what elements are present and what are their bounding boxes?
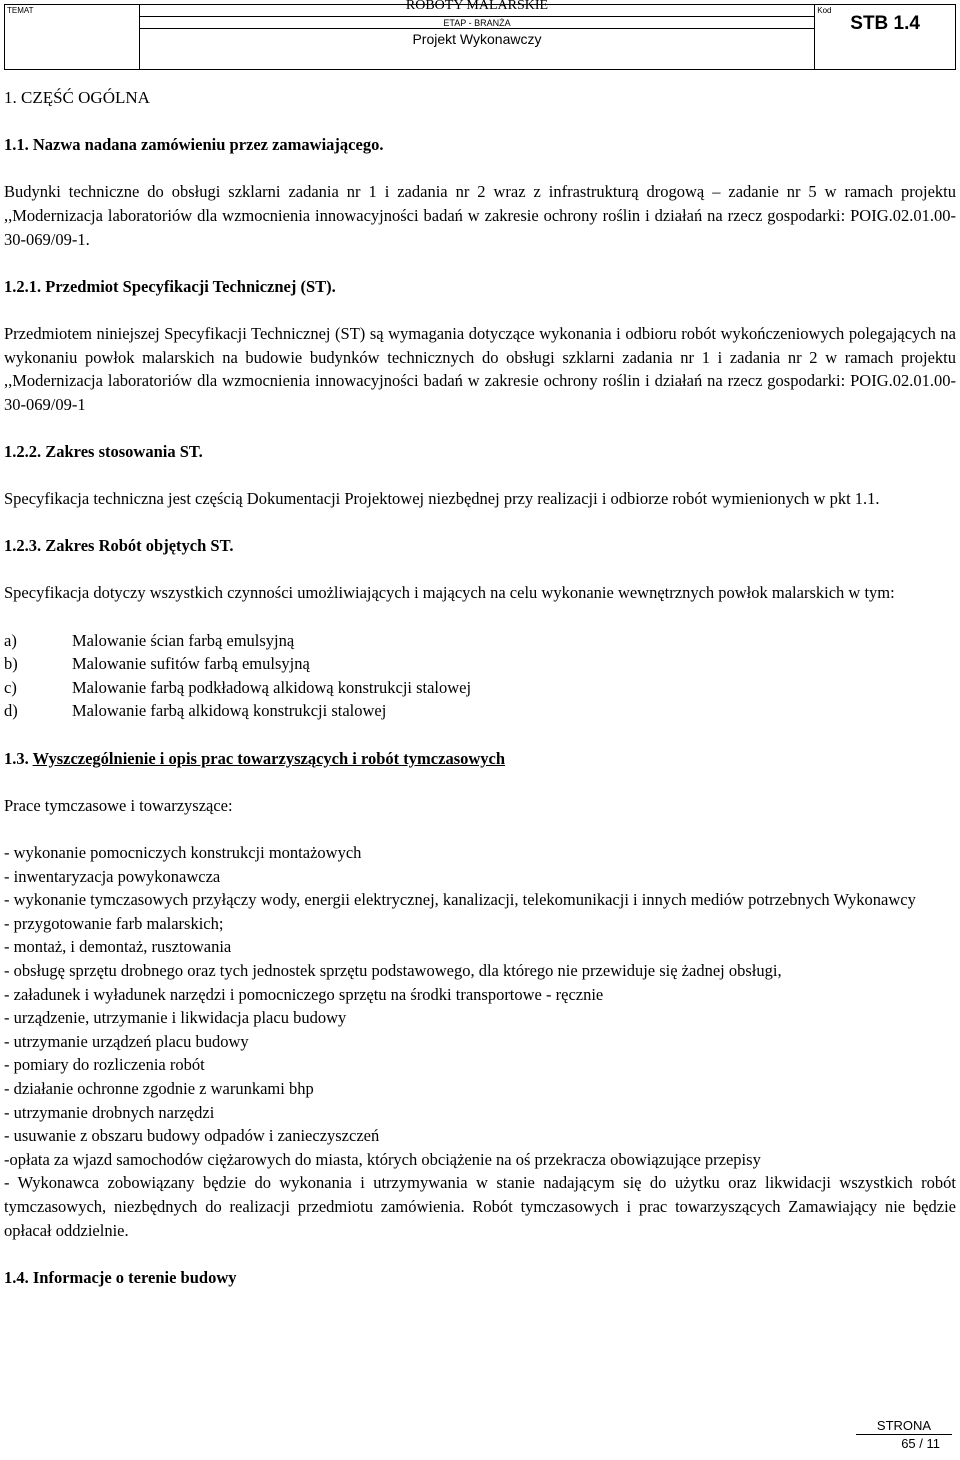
list-item-text: Malowanie farbą podkładową alkidową konstrukcji stalowej xyxy=(72,677,472,697)
list-item xyxy=(4,699,956,723)
dash-item: - wykonanie pomocniczych konstrukcji montażowych xyxy=(4,843,362,862)
section-heading-1-4: 1.4. Informacje o terenie budowy xyxy=(4,1267,237,1287)
kod-label: Kod xyxy=(817,6,832,15)
paragraph-1-1: Budynki techniczne do obsługi szklarni zadania nr 1 i zadania nr 2 wraz z infrastrukturą drogową – zadanie nr 5 w ramach projektu ,,Modernizacja laboratoriów dla wzmocnienia innowacyjności badań w zakresie ochrony roślin i działań na rzecz gospodarki: POIG.02.01.00-30-069/09-1. xyxy=(4,182,956,249)
list-item-text: Malowanie farbą alkidową konstrukcji stalowej xyxy=(72,701,387,721)
dash-item: - przygotowanie farb malarskich; xyxy=(4,913,224,933)
document-body xyxy=(4,86,956,1289)
dash-item: - załadunek i wyładunek narzędzi i pomocniczego sprzętu na środki transportowe - ręcznie xyxy=(4,984,604,1004)
temat-cell xyxy=(5,5,140,70)
dash-item: - wykonanie tymczasowych przyłączy wody, energii elektrycznej, kanalizacji, telekomunikacji i innych mediów potrzebnych Wykonawcy xyxy=(4,890,916,910)
dash-item: - utrzymanie drobnych narzędzi xyxy=(4,1102,215,1122)
list-item-label: d) xyxy=(4,701,18,721)
list-item xyxy=(4,629,956,653)
dash-item: - usuwanie z obszaru budowy odpadów i zanieczyszczeń xyxy=(4,1126,380,1146)
document-header xyxy=(4,0,956,70)
list-item-text: Malowanie sufitów farbą emulsyjną xyxy=(72,654,310,674)
dash-item: -opłata za wjazd samochodów ciężarowych do miasta, których obciążenie na oś przekracza obowiązujące przepisy xyxy=(4,1149,761,1169)
projekt-label: Projekt Wykonawczy xyxy=(140,28,815,47)
etap-label: ETAP - BRANŻA xyxy=(140,16,815,28)
list-item-label: b) xyxy=(4,654,18,674)
dash-item: - Wykonawca zobowiązany będzie do wykonania i utrzymywania w stanie nadającym się do użytku oraz likwidacji wszystkich robót tymczasowych, niezbędnych do realizacji przedmiotu zamówienia. Robót tymczasowych i prac towarzyszących Zamawiający nie będzie opłacał oddzielnie. xyxy=(4,1173,956,1240)
page-number: 65 / 11 xyxy=(901,1436,940,1451)
dash-item: - działanie ochronne zgodnie z warunkami bhp xyxy=(4,1078,314,1098)
page-footer xyxy=(856,1418,952,1456)
dash-item: - utrzymanie urządzeń placu budowy xyxy=(4,1031,249,1051)
scope-list xyxy=(4,629,956,723)
paragraph-1-2-2: Specyfikacja techniczna jest częścią Dokumentacji Projektowej niezbędnej przy realizacji i odbiorze robót wymienionych w pkt 1.1. xyxy=(4,489,880,509)
kod-cell xyxy=(815,5,956,70)
list-item-label: c) xyxy=(4,677,17,697)
paragraph-1-2-3: Specyfikacja dotyczy wszystkich czynności umożliwiających i mających na celu wykonanie wewnętrznych powłok malarskich w tym: xyxy=(4,583,895,603)
kod-value: STB 1.4 xyxy=(850,13,920,34)
list-item xyxy=(4,652,956,676)
paragraph-1-2-1: Przedmiotem niniejszej Specyfikacji Technicznej (ST) są wymagania dotyczące wykonania i odbioru robót wykończeniowych polegających na wykonaniu powłok malarskich na budowie budynków technicznych do obsługi szklarni zadania nr 1 i zadania nr 2 w ramach projektu ,,Modernizacja laboratoriów dla wzmocnienia innowacyjności badań w zakresie ochrony roślin i działań na rzecz gospodarki: POIG.02.01.00-30-069/09-1 xyxy=(4,323,956,414)
section-heading-1-2-2: 1.2.2. Zakres stosowania ST. xyxy=(4,441,203,461)
temat-label: TEMAT xyxy=(7,6,34,15)
strona-label: STRONA xyxy=(856,1418,952,1435)
dash-item: - inwentaryzacja powykonawcza xyxy=(4,866,221,886)
dash-item: - obsługę sprzętu drobnego oraz tych jednostek sprzętu podstawowego, dla którego nie przewiduje się żadnej obsługi, xyxy=(4,960,782,980)
list-item-text: Malowanie ścian farbą emulsyjną xyxy=(72,630,295,650)
dash-item: - pomiary do rozliczenia robót xyxy=(4,1055,205,1075)
dash-item: - montaż, i demontaż, rusztowania xyxy=(4,937,232,957)
section-heading-1-3 xyxy=(4,747,956,771)
section-1-3-number: 1.3. xyxy=(4,748,29,768)
section-heading-1-2-1: 1.2.1. Przedmiot Specyfikacji Technicznej (ST). xyxy=(4,276,336,296)
title-cell xyxy=(139,0,815,70)
dash-item: - urządzenie, utrzymanie i likwidacja placu budowy xyxy=(4,1008,347,1028)
section-heading-1: 1. CZĘŚĆ OGÓLNA xyxy=(4,88,150,107)
list-item-label: a) xyxy=(4,630,17,650)
section-heading-1-2-3: 1.2.3. Zakres Robót objętych ST. xyxy=(4,536,234,556)
section-heading-1-1: 1.1. Nazwa nadana zamówieniu przez zamawiającego. xyxy=(4,135,384,155)
list-item xyxy=(4,676,956,700)
document-title: ROBOTY MALARSKIE xyxy=(405,0,549,13)
paragraph-1-3: Prace tymczasowe i towarzyszące: xyxy=(4,795,233,815)
section-1-3-title: Wyszczególnienie i opis prac towarzyszących i robót tymczasowych xyxy=(32,748,506,768)
